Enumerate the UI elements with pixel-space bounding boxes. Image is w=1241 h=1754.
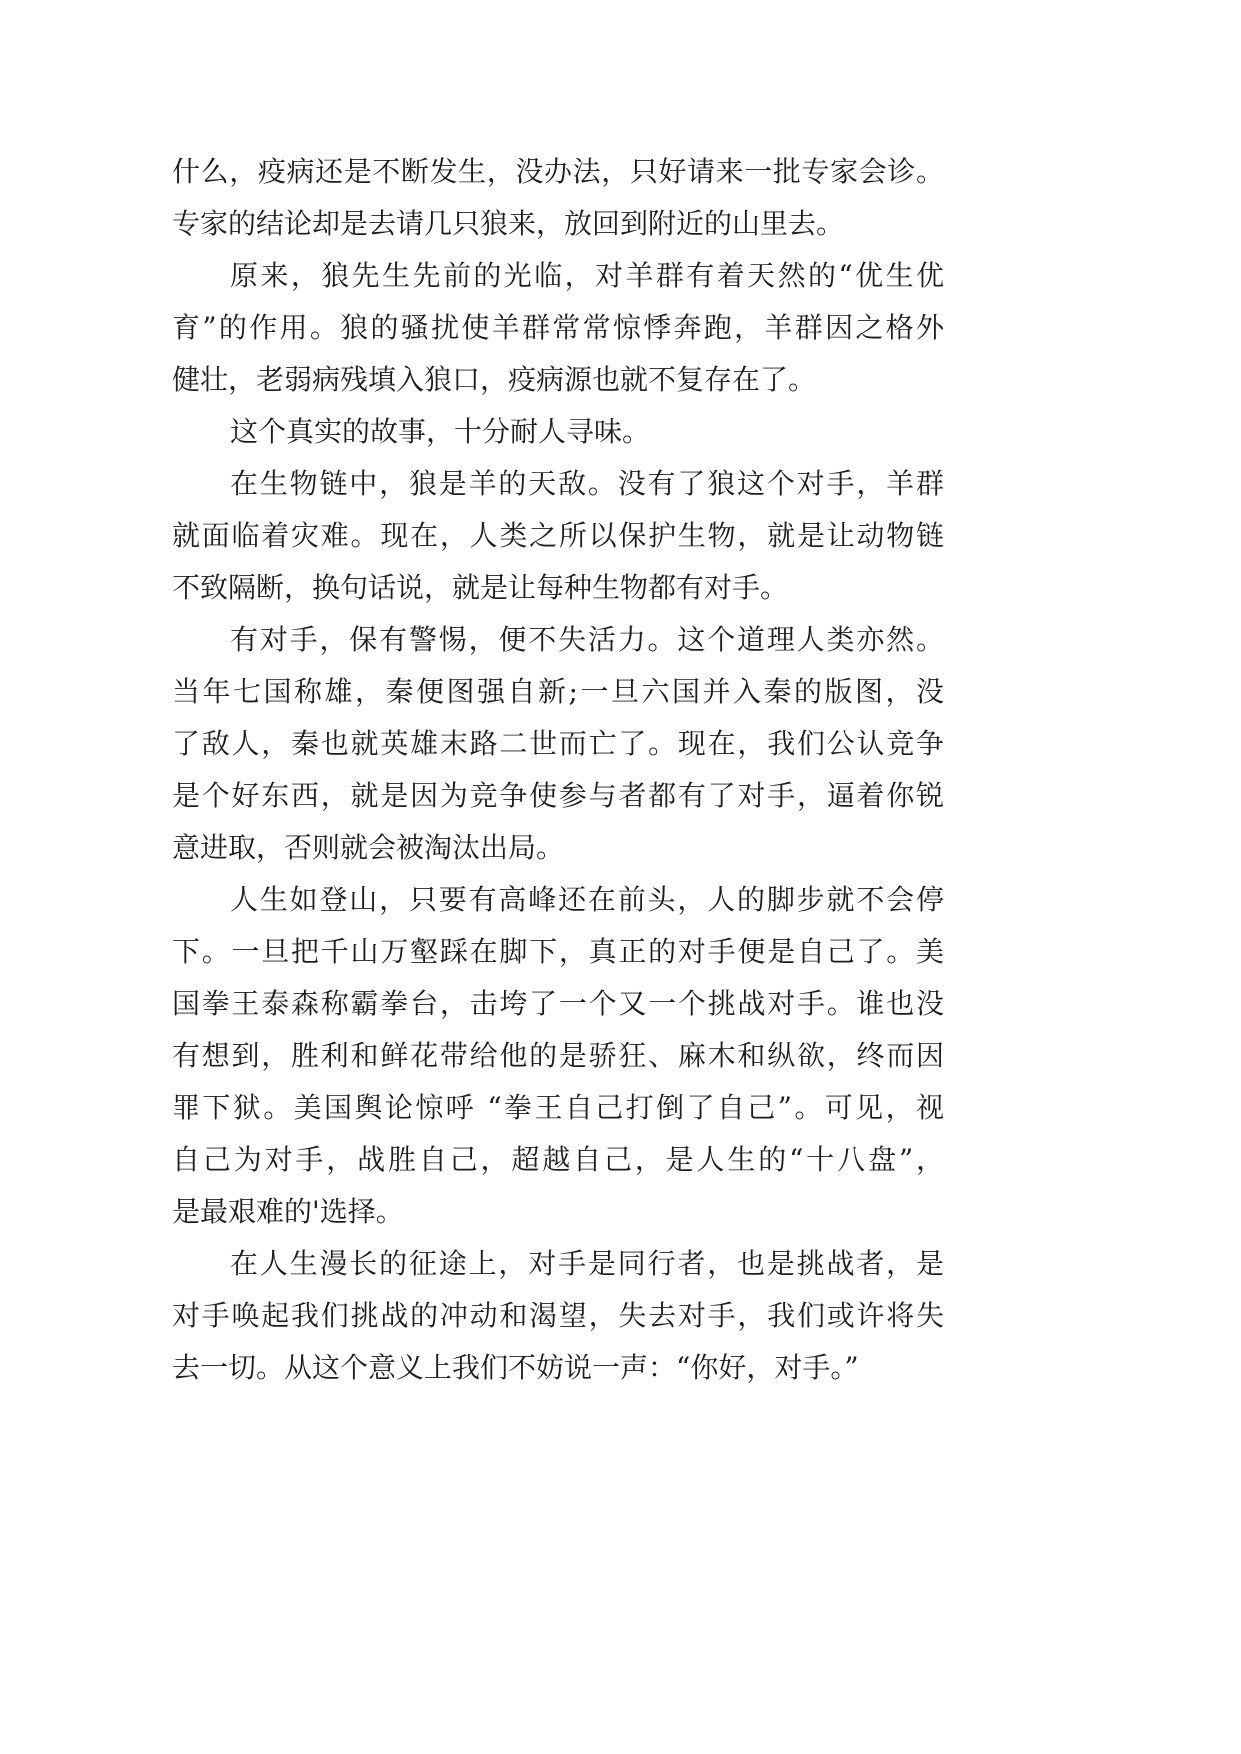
text-line: 去一切。从这个意义上我们不妨说一声：“你好，对手。” xyxy=(172,1351,859,1384)
text-line: 自己为对手，战胜自己，超越自己，是人生的“十八盘”， xyxy=(172,1143,944,1176)
paragraph xyxy=(172,250,944,406)
text-line: 在生物链中，狼是羊的天敌。没有了狼这个对手，羊群 xyxy=(230,467,944,500)
text-line: 意进取，否则就会被淘汰出局。 xyxy=(172,831,565,864)
text-line: 育”的作用。狼的骚扰使羊群常常惊悸奔跑，羊群因之格外 xyxy=(172,311,944,344)
text-line: 这个真实的故事，十分耐人寻味。 xyxy=(230,415,651,448)
paragraph xyxy=(172,1238,944,1394)
text-line: 了敌人，秦也就英雄末路二世而亡了。现在，我们公认竞争 xyxy=(172,727,944,760)
text-line: 当年七国称雄，秦便图强自新;一旦六国并入秦的版图，没 xyxy=(172,675,944,708)
text-line: 有想到，胜利和鲜花带给他的是骄狂、麻木和纵欲，终而因 xyxy=(172,1039,944,1072)
text-line: 下。一旦把千山万壑踩在脚下，真正的对手便是自己了。美 xyxy=(172,935,944,968)
text-line: 对手唤起我们挑战的冲动和渴望，失去对手，我们或许将失 xyxy=(172,1299,944,1332)
paragraph xyxy=(172,406,944,458)
paragraph xyxy=(172,874,944,1238)
paragraph xyxy=(172,458,944,614)
text-line: 原来，狼先生先前的光临，对羊群有着天然的“优生优 xyxy=(230,259,944,292)
text-line: 专家的结论却是去请几只狼来，放回到附近的山里去。 xyxy=(172,207,845,240)
text-line: 就面临着灾难。现在，人类之所以保护生物，就是让动物链 xyxy=(172,519,944,552)
body-text xyxy=(172,146,944,1394)
text-line: 有对手，保有警惕，便不失活力。这个道理人类亦然。 xyxy=(230,623,944,656)
text-line: 是最艰难的'选择。 xyxy=(172,1195,404,1228)
text-line: 国拳王泰森称霸拳台，击垮了一个又一个挑战对手。谁也没 xyxy=(172,987,944,1020)
text-line: 罪下狱。美国舆论惊呼 “拳王自己打倒了自己”。可见，视 xyxy=(172,1091,944,1124)
paragraph xyxy=(172,146,944,250)
text-line: 在人生漫长的征途上，对手是同行者，也是挑战者，是 xyxy=(230,1247,944,1280)
text-line: 健壮，老弱病残填入狼口，疫病源也就不复存在了。 xyxy=(172,363,817,396)
text-line: 不致隔断，换句话说，就是让每种生物都有对手。 xyxy=(172,571,789,604)
text-line: 人生如登山，只要有高峰还在前头，人的脚步就不会停 xyxy=(230,883,944,916)
text-line: 是个好东西，就是因为竞争使参与者都有了对手，逼着你锐 xyxy=(172,779,944,812)
text-line: 什么，疫病还是不断发生，没办法，只好请来一批专家会诊。 xyxy=(172,155,944,188)
paragraph xyxy=(172,614,944,874)
